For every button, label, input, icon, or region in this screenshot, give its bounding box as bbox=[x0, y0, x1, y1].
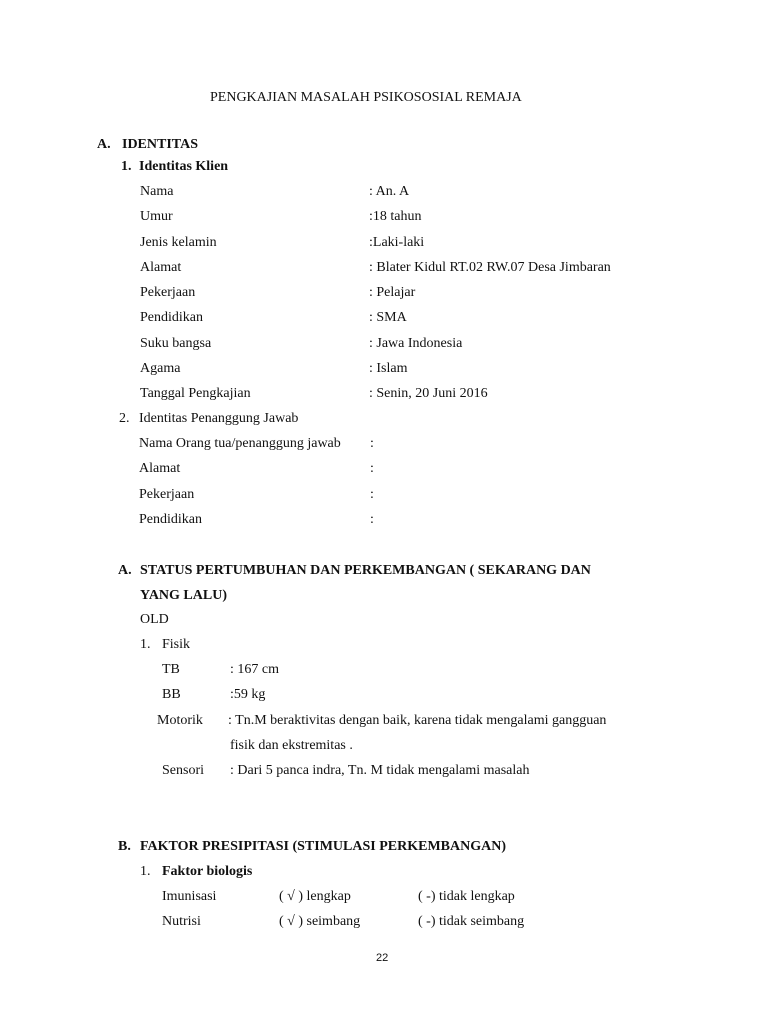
nutrisi-option-tidak-seimbang: ( -) tidak seimbang bbox=[418, 914, 525, 929]
motorik-value-line2: fisik dan ekstremitas . bbox=[230, 738, 353, 753]
row-label: Pekerjaan bbox=[140, 285, 196, 300]
row-label: Agama bbox=[140, 360, 181, 376]
page-title: PENGKAJIAN MASALAH PSIKOSOSIAL REMAJA bbox=[210, 90, 522, 105]
row-value: : Blater Kidul RT.02 RW.07 Desa Jimbaran bbox=[369, 259, 611, 275]
imunisasi-option-lengkap: ( √ ) lengkap bbox=[279, 889, 351, 904]
bb-label: BB bbox=[162, 687, 181, 702]
imunisasi-option-tidak-lengkap: ( -) tidak lengkap bbox=[418, 889, 515, 904]
row-label: Pendidikan bbox=[139, 511, 202, 527]
nutrisi-label: Nutrisi bbox=[162, 914, 201, 929]
status-heading-line1: STATUS PERTUMBUHAN DAN PERKEMBANGAN ( SEKARANG DAN bbox=[140, 563, 591, 578]
row-value: : SMA bbox=[369, 310, 407, 326]
fisik-number: 1. bbox=[140, 637, 151, 652]
pj-number: 2. bbox=[119, 411, 130, 426]
bb-value: :59 kg bbox=[230, 687, 266, 702]
section-a-heading: IDENTITAS bbox=[122, 137, 198, 152]
biologis-number: 1. bbox=[140, 864, 151, 879]
row-value: : Senin, 20 Juni 2016 bbox=[369, 386, 488, 401]
sensori-value: : Dari 5 panca indra, Tn. M tidak mengalami masalah bbox=[230, 763, 530, 778]
row-label: Alamat bbox=[139, 461, 181, 477]
row-value: : bbox=[370, 436, 374, 451]
nutrisi-option-seimbang: ( √ ) seimbang bbox=[279, 914, 361, 929]
pj-heading: Identitas Penanggung Jawab bbox=[139, 411, 299, 426]
biologis-heading: Faktor biologis bbox=[162, 864, 253, 879]
row-value: :18 tahun bbox=[369, 209, 422, 225]
row-label: Alamat bbox=[140, 259, 182, 275]
row-value: : Islam bbox=[369, 360, 408, 376]
row-label: Jenis kelamin bbox=[140, 234, 217, 250]
faktor-heading: FAKTOR PRESIPITASI (STIMULASI PERKEMBANGAN) bbox=[140, 839, 506, 854]
faktor-letter: B. bbox=[118, 839, 131, 854]
row-value: : Jawa Indonesia bbox=[369, 335, 463, 351]
status-letter: A. bbox=[118, 563, 132, 578]
row-label: Nama bbox=[140, 184, 174, 199]
klien-heading: Identitas Klien bbox=[139, 159, 229, 174]
old-label: OLD bbox=[140, 612, 169, 627]
row-value: : bbox=[370, 511, 374, 527]
section-a-letter: A. bbox=[97, 137, 111, 152]
row-label: Pendidikan bbox=[140, 310, 203, 326]
klien-number: 1. bbox=[121, 159, 132, 174]
row-label: Tanggal Pengkajian bbox=[140, 386, 251, 401]
page-number: 22 bbox=[376, 952, 389, 964]
row-value: : Pelajar bbox=[369, 285, 416, 300]
tb-value: : 167 cm bbox=[230, 662, 279, 677]
row-value: : bbox=[370, 486, 374, 502]
row-label: Nama Orang tua/penanggung jawab bbox=[139, 436, 341, 451]
status-heading-line2: YANG LALU) bbox=[140, 588, 227, 603]
imunisasi-label: Imunisasi bbox=[162, 889, 217, 904]
motorik-label: Motorik bbox=[157, 713, 203, 728]
row-label: Umur bbox=[140, 209, 173, 225]
sensori-label: Sensori bbox=[162, 763, 204, 778]
row-value: : bbox=[370, 461, 374, 477]
row-label: Suku bangsa bbox=[140, 335, 212, 351]
tb-label: TB bbox=[162, 662, 180, 677]
motorik-value-line1: : Tn.M beraktivitas dengan baik, karena tidak mengalami gangguan bbox=[228, 713, 607, 728]
row-label: Pekerjaan bbox=[139, 486, 195, 502]
row-value: :Laki-laki bbox=[369, 234, 425, 250]
row-value: : An. A bbox=[369, 184, 410, 199]
fisik-label: Fisik bbox=[162, 637, 191, 652]
